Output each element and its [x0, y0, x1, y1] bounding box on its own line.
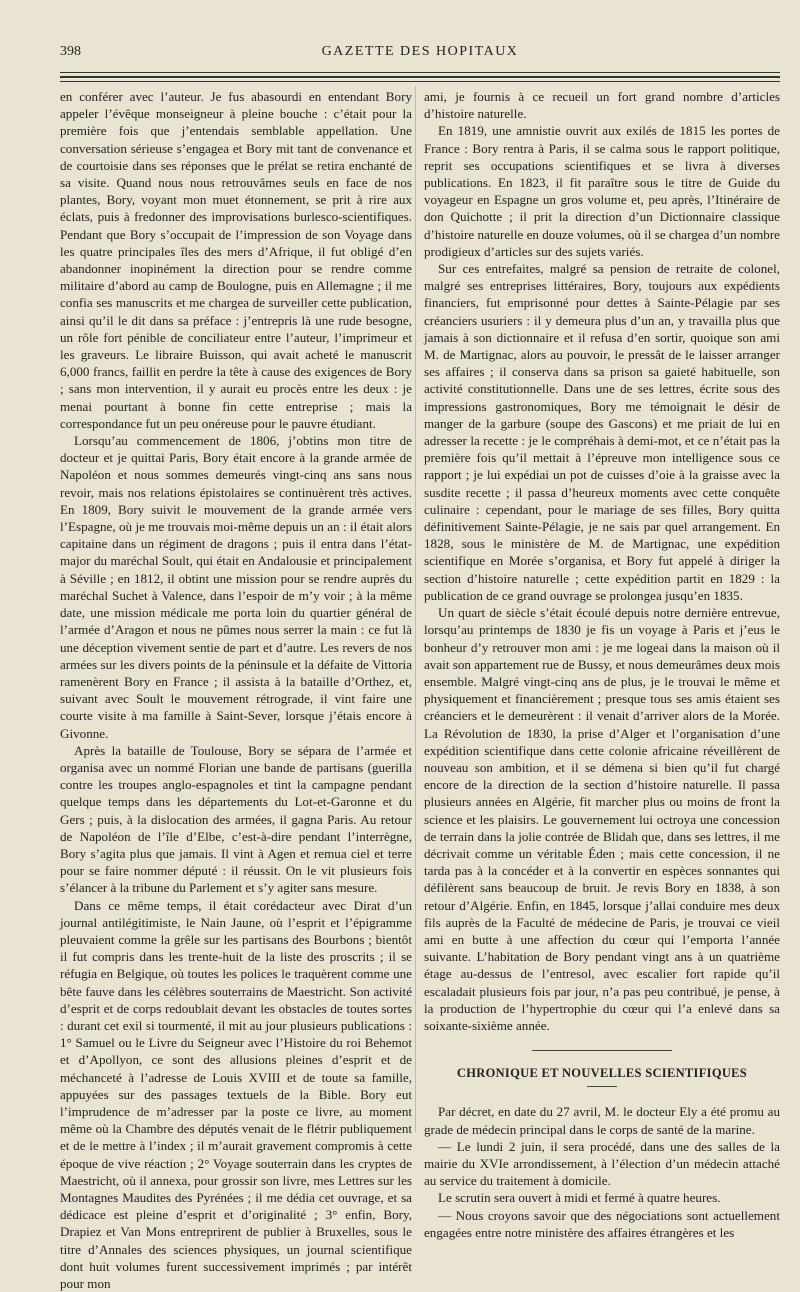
paragraph: — Le lundi 2 juin, il sera procédé, dans une des salles de la mairie du XVIe arrondissement, à l’élection d’un médecin attaché au service du traitement à domicile. [424, 1138, 780, 1189]
header-rule [60, 81, 780, 82]
paragraph: Par décret, en date du 27 avril, M. le docteur Ely a été promu au grade de médecin principal dans le corps de santé de la marine. [424, 1104, 780, 1137]
section-title: CHRONIQUE ET NOUVELLES SCIENTIFIQUES [456, 1066, 748, 1081]
paragraph: ami, je fournis à ce recueil un fort grand nombre d’articles d’histoire naturelle. [424, 89, 780, 122]
paragraph: Dans ce même temps, il était corédacteur avec Dirat d’un journal antilégitimiste, le Nain Jaune, où l’esprit et l’épigramme pleuvaient comme la grêle sur les partisans des Bourbons ; bientôt il fut compris dans les trente-huit de la liste des proscrits ; il se réfugia en Belgique, où toutes les polices le traquèrent comme une bête fauve dans les célèbres souterrains de Maestricht. Son activité d’esprit et de corps redoublait devant les obstacles de toutes sortes : durant cet exil si tourmenté, il mit au jour plusieurs publications : 1° Samuel ou le Livre du Seigneur avec l’Histoire du roi Behemot et d’Apollyon, ce sont des allusions pleines d’esprit et de méchanceté à l’adresse de Louis XVIII et de toute sa famille, appuyées sur des passages textuels de la Bible. Bory eut l’imprudence de m’adresser par la poste ce livre, au moment même où la Chambre des députés venait de le flétrir publiquement et de le mettre à l’index ; il m’aurait gravement compromis à cette époque de vive réaction ; 2° Voyage souterrain dans les cryptes de Maestricht, où il annexa, pour grossir son livre, mes Lettres sur les Montagnes Maudites des Pyrénées ; il me dédia cet ouvrage, et sa dédicace est pleine d’esprit et d’originalité ; 3° enfin, Bory, Drapiez et Van Mons entreprirent de publier à Bruxelles, sous le titre d’Annales des sciences physiques, un journal scientifique dont huit volumes furent successivement imprimés ; par intérêt pour mon [60, 897, 412, 1292]
paragraph: Le scrutin sera ouvert à midi et fermé à quatre heures. [438, 1190, 721, 1206]
paragraph: Lorsqu’au commencement de 1806, j’obtins mon titre de docteur et je quittai Paris, Bory était encore à la grande armée de Napoléon et nous sommes demeurés vingt-cinq ans sans nous revoir, mais nos relations épistolaires se continuèrent très actives. En 1809, Bory suivit le mouvement de la grande armée vers l’Espagne, où je me trouvais moi-même depuis un an : il était alors capitaine dans un régiment de dragons ; puis il entra dans l’état-major du maréchal Soult, qui était en Andalousie et principalement à Séville ; en 1812, il obtint une mission pour se rendre auprès du maréchal Suchet à Valence, dans l’espoir de m’y voir ; à la même date, une mission médicale me porta loin du quartier général de l’armée d’Aragon et nous ne pûmes nous serrer la main : ce fut là une déception vivement sentie de part et d’autre. Les revers de nos armées sur les divers points de la péninsule et la défaite de Vittoria ramenèrent Bory en France ; il assista à la bataille d’Orthez, et, suivant avec Soult le mouvement rétrograde, il vint faire une courte visite à ma famille à Saint-Sever, lorsque j’étais encore à Givonne. [60, 433, 412, 741]
column-divider [415, 86, 416, 1132]
paragraph: en conférer avec l’auteur. Je fus abasourdi en entendant Bory appeler l’évêque monseigneur à pleine bouche : c’était pour la première fois que j’entendais semblable appellation. Une conversation sérieuse s’engagea et Bory mit tant de convenance et de courtoisie dans ses réponses que le prélat se retira enchanté de sa visite. Quand nous nous retrouvâmes seuls en face de nos plantes, Bory, voyant mon muet étonnement, se prit à rire aux éclats, puis à fredonner des improvisations burlesco-scientifiques. Pendant que Bory s’occupait de l’impression de son Voyage dans les quatre principales îles des mers d’Afrique, il fut obligé d’en abandonner inopinément la direction pour se rendre comme militaire d’abord au camp de Boulogne, puis en Allemagne ; il me confia ses manuscrits et me chargea de surveiller cette publication, ainsi qu’il le dit dans sa préface : j’entrepris là une rude besogne, un rôle fort pénible de conciliateur entre l’auteur, l’imprimeur et les graveurs. Le libraire Buisson, qui avait acheté le manuscrit 6,000 francs, faillit en perdre la tête à cause des exigences de Bory ; sans mon intervention, il y aurait eu procès entre les deux : je menai pourtant à bonne fin cette entreprise ; mais la correspondance fut un peu onéreuse pour le pauvre étudiant. [60, 89, 412, 431]
header-rule [60, 76, 780, 78]
page-number: 398 [60, 44, 81, 59]
paragraph: En 1819, une amnistie ouvrit aux exilés de 1815 les portes de France : Bory rentra à Paris, il se calma sous le rapport politique, reprit ses occupations scientifiques et se livra à diverses publications. En 1823, il fit paraître sous le titre de Guide du voyageur en Espagne un gros volume et, peu après, l’Itinéraire de don Quichotte ; il prit la direction d’un Dictionnaire classique d’histoire naturelle en douze volumes, où il se chargea d’un nombre prodigieux d’articles sur des sujets variés. [424, 123, 780, 259]
title-rule [587, 1086, 617, 1087]
paragraph: Sur ces entrefaites, malgré sa pension de retraite de colonel, malgré ses entreprises littéraires, Bory, toujours aux expédients financiers, fut emprisonné pour dettes à Sainte-Pélagie par ses créanciers usuriers : il y demeura plus d’un an, y travailla plus que jamais à son dictionnaire et il refusa d’en sortir, quoique son ami M. de Martignac, alors au pouvoir, le pressât de le laisser arranger ses affaires ; il conserva dans sa prison sa gaieté habituelle, son activité constitutionnelle. Dans une de ses lettres, écrite sous des impressions gastronomiques, Bory me témoignait le désir de manger de la garbure (soupe des Gascons) et me priait de lui en adresser la recette : je le compréhais à demi-mot, et ce n’était pas la première fois qu’il mettait à l’épreuve mon intelligence sous ce rapport ; je lui expédiai un pot de cuisses d’oie à la graisse avec la susdite recette ; il passa d’heureux moments avec cette conquête culinaire : cependant, pour le mariage de ses filles, Bory quitta définitivement Sainte-Pélagie, je ne sais par quel arrangement. En 1828, sous le ministère de M. de Martignac, une expédition scientifique en Morée s’organisa, et Bory fut appelé à diriger la section d’histoire naturelle ; cette expédition partit en 1829 : la publication de ce grand ouvrage se prolongea jusqu’en 1835. [424, 261, 780, 603]
ornament-divider [532, 1050, 672, 1053]
right-column [424, 88, 780, 1241]
journal-title: GAZETTE DES HOPITAUX [321, 44, 519, 59]
left-column [60, 88, 412, 1292]
header-rule [60, 72, 780, 73]
paragraph: Un quart de siècle s’était écoulé depuis notre dernière entrevue, lorsqu’au printemps de 1830 je fis un voyage à Paris et j’eus le bonheur d’y retrouver mon ami : je me logeai dans la maison où il avait son appartement rue de Bussy, et nous demeurâmes deux mois ensemble. Malgré vingt-cinq ans de plus, je le trouvai le même et physiquement et financièrement ; presque tous ses amis étaient ses créanciers et le demeurèrent : il venait d’arriver alors de la Morée. La Révolution de 1830, la prise d’Alger et l’organisation d’une expédition scientifique dans cette colonie africaine réveillèrent de nouveau son ambition, et il se démena si bien qu’il fut chargé encore de la direction de la section d’histoire naturelle. Il passa plusieurs années en Algérie, fit marcher plus ou moins de front la science et les plaisirs. Le gouvernement lui octroya une concession de terrain dans la jolie contrée de Blidah que, dans ses lettres, il me décrivait comme un véritable Éden ; mais cette concession, il ne tarda pas à la concéder et à la convertir en espèces sonnantes qui défilèrent sans beaucoup de bruit. Je revis Bory en 1838, à son retour d’Algérie. Enfin, en 1845, lorsque j’allai conduire mes deux fils auprès de la Faculté de médecine de Paris, je trouvai ce vieil ami en butte à une affection du cœur qui l’emporta l’année suivante. L’habitation de Bory pendant vingt ans à un quatrième étage au-dessus de l’entresol, avec escalier fort rapide qu’il escaladait plusieurs fois par jour, n’a pas peu contribué, je pense, à la production de l’hypertrophie du cœur qui l’a enlevé dans sa soixante-sixième année. [424, 605, 780, 1033]
paragraph: — Nous croyons savoir que des négociations sont actuellement engagées entre notre ministère des affaires étrangères et les [424, 1207, 780, 1240]
page-header [60, 44, 780, 66]
paragraph: Après la bataille de Toulouse, Bory se sépara de l’armée et organisa avec un nommé Florian une bande de partisans (guerilla contre les troupes anglo-espagnoles et tint la campagne pendant quelque temps dans les départements du Lot-et-Garonne et du Gers ; puis, à la dislocation des armées, il gagna Paris. Au retour de Napoléon de l’île d’Elbe, c’est-à-dire pendant l’interrègne, Bory s’agita plus que jamais. Il vint à Agen et remua ciel et terre pour se faire nommer député : il réussit. On le vit plusieurs fois s’élancer à la tribune du Parlement et s’y agiter sans mesure. [60, 742, 412, 896]
